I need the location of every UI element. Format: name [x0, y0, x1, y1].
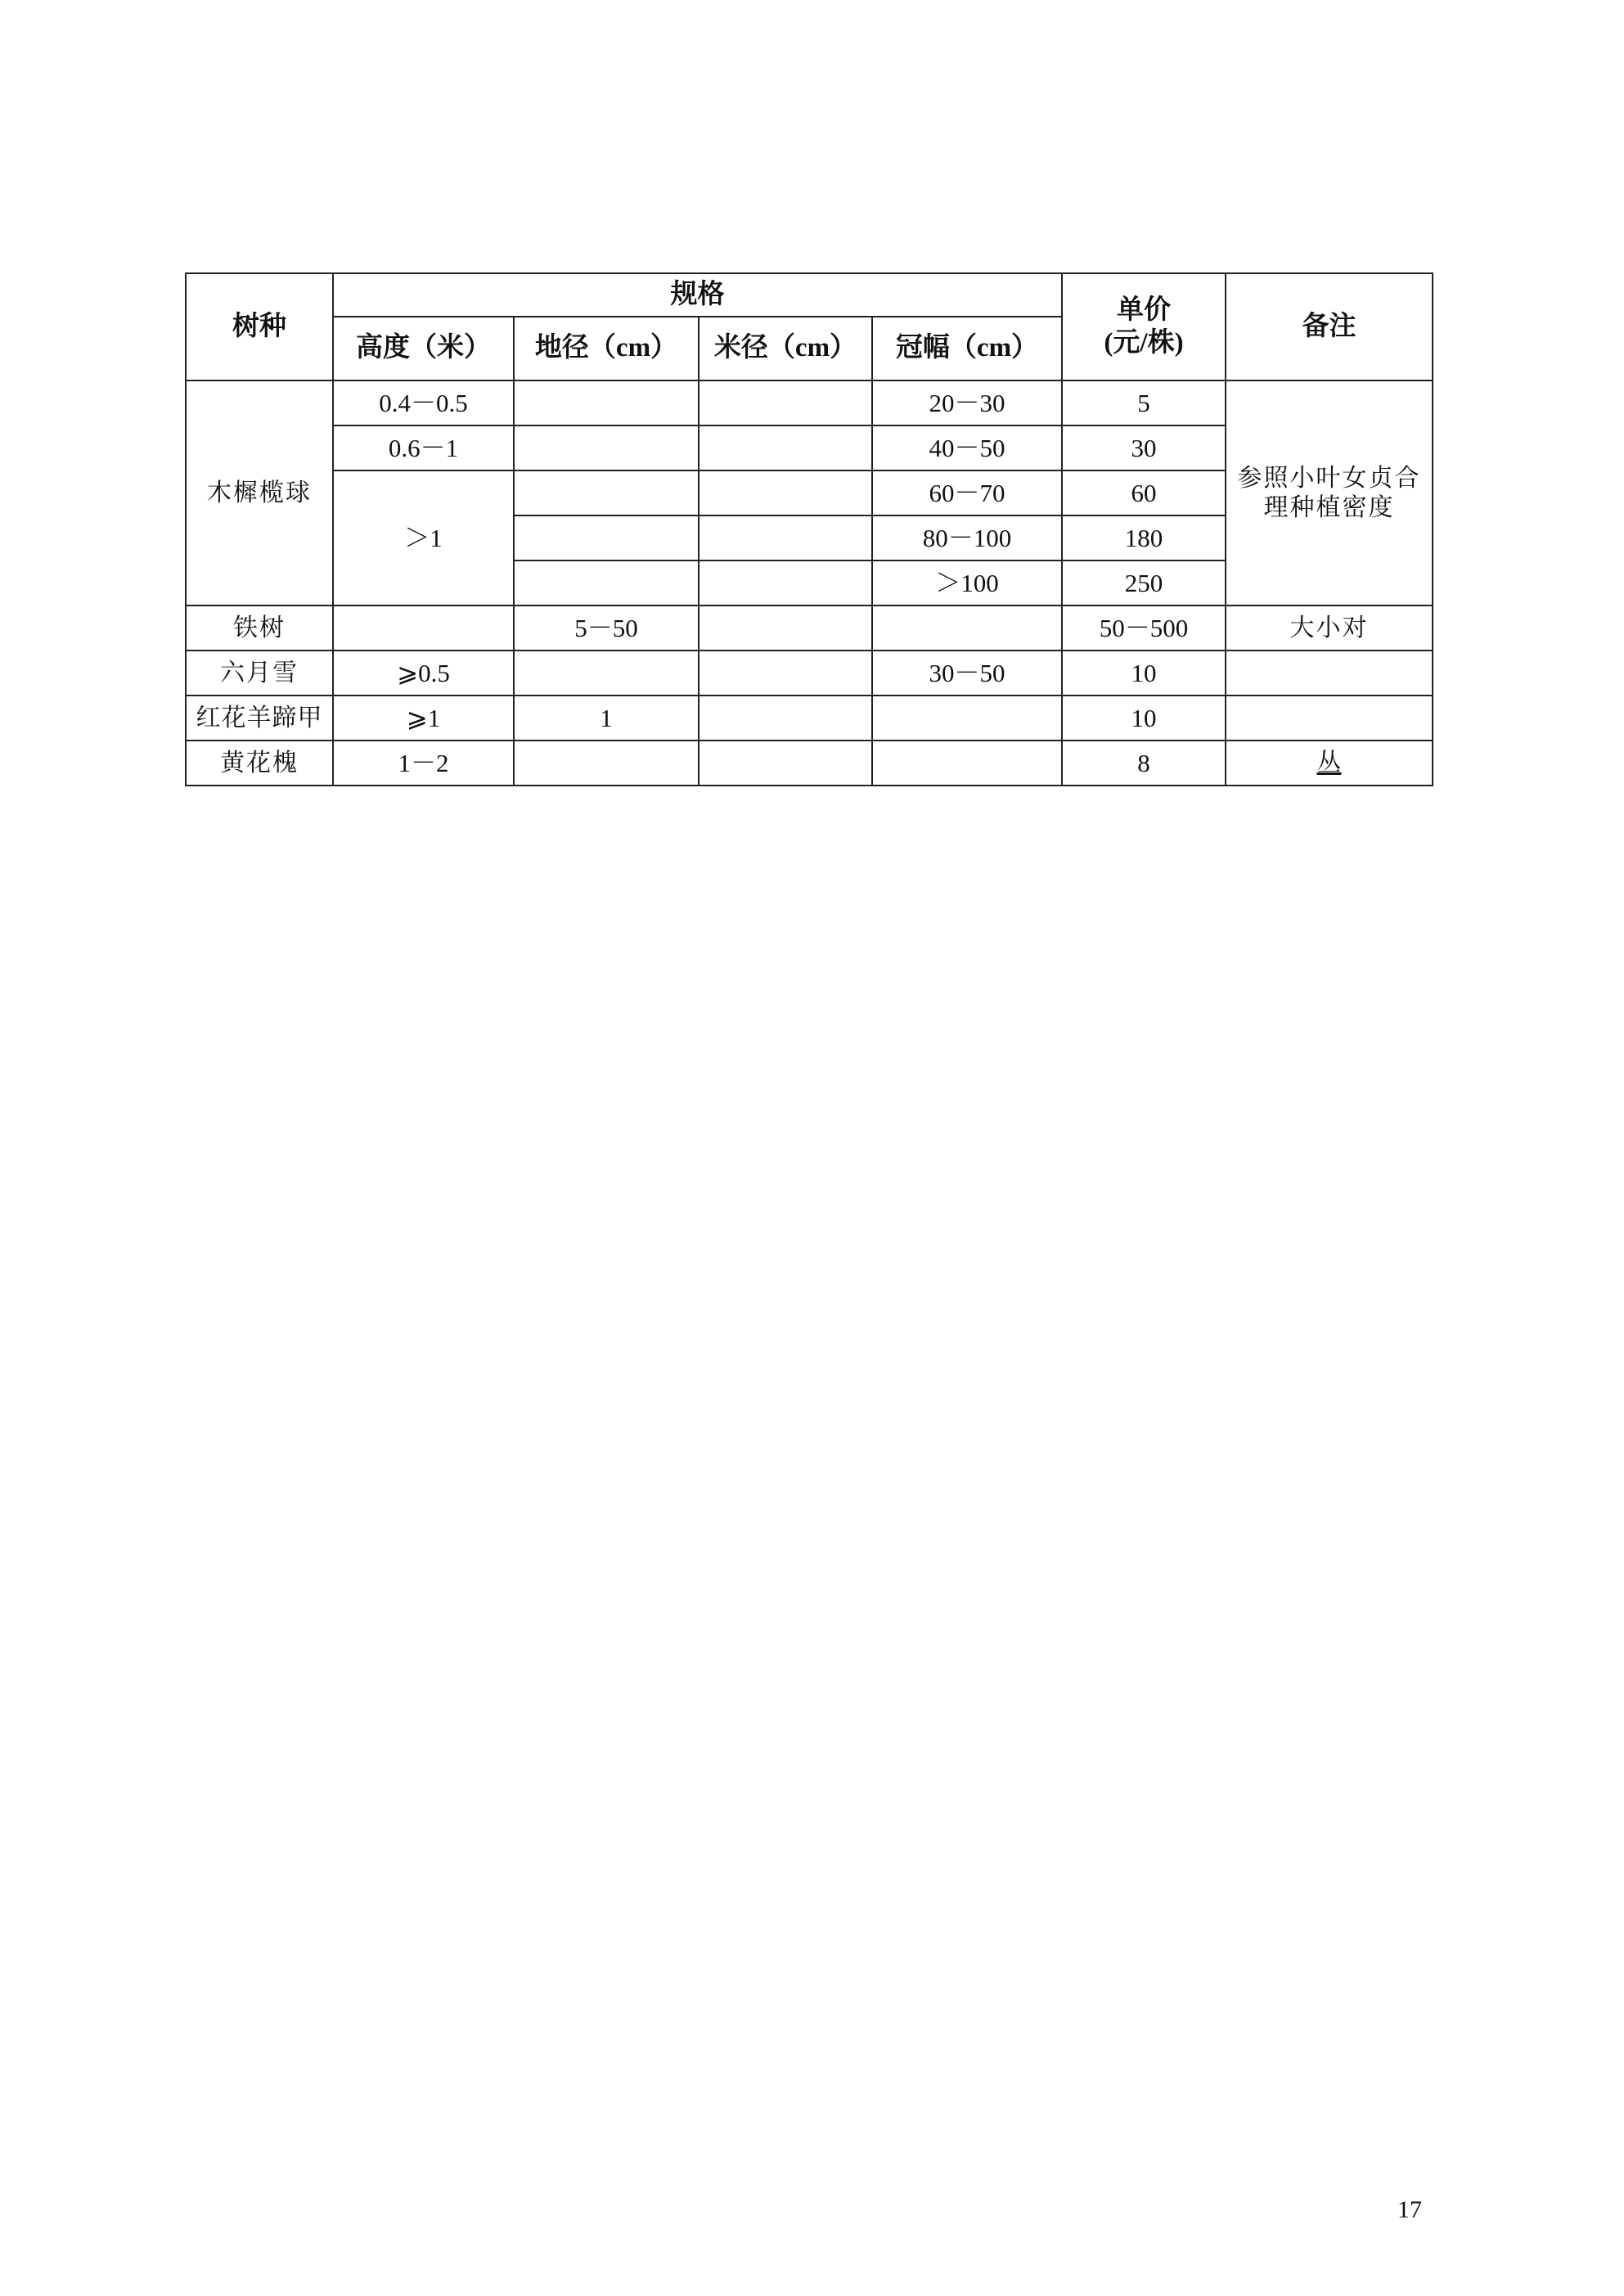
cell-meter-diameter: [699, 606, 872, 651]
cell-crown-width: 30－50: [872, 651, 1062, 696]
cell-ground-diameter: [514, 470, 699, 515]
cell-ground-diameter: [514, 560, 699, 606]
cell-height: ⩾0.5: [333, 651, 514, 696]
cell-meter-diameter: [699, 425, 872, 470]
cell-species: 木樨榄球: [186, 380, 333, 606]
table-row: [186, 380, 1433, 425]
header-unit-price: [1062, 273, 1226, 380]
header-remark: 备注: [1226, 273, 1433, 380]
table-row: [186, 741, 1433, 786]
table-row: [186, 651, 1433, 696]
header-ground-diameter: 地径（cm）: [514, 317, 699, 380]
cell-unit-price: 10: [1062, 696, 1226, 741]
cell-height: [333, 606, 514, 651]
header-crown-width: 冠幅（cm）: [872, 317, 1062, 380]
cell-ground-diameter: [514, 741, 699, 786]
cell-height: ＞1: [333, 470, 514, 606]
cell-crown-width: ＞100: [872, 560, 1062, 606]
cell-unit-price: 10: [1062, 651, 1226, 696]
cell-meter-diameter: [699, 560, 872, 606]
cell-ground-diameter: [514, 515, 699, 560]
header-unit-price-line2: (元/株): [1104, 327, 1184, 358]
cell-meter-diameter: [699, 515, 872, 560]
cell-unit-price: 180: [1062, 515, 1226, 560]
table-row: [186, 606, 1433, 651]
cell-ground-diameter: 1: [514, 696, 699, 741]
cell-species: 铁树: [186, 606, 333, 651]
cell-crown-width: [872, 606, 1062, 651]
cell-remark: [1226, 696, 1433, 741]
cell-height: ⩾1: [333, 696, 514, 741]
cell-ground-diameter: [514, 425, 699, 470]
cell-crown-width: 40－50: [872, 425, 1062, 470]
cell-remark: 丛: [1226, 741, 1433, 786]
header-spec-group: 规格: [333, 273, 1062, 317]
cell-meter-diameter: [699, 651, 872, 696]
cell-unit-price: 30: [1062, 425, 1226, 470]
cell-meter-diameter: [699, 380, 872, 425]
cell-crown-width: 20－30: [872, 380, 1062, 425]
cell-unit-price: 250: [1062, 560, 1226, 606]
cell-remark: 大小对: [1226, 606, 1433, 651]
nursery-price-table: [185, 272, 1433, 786]
page-number: 17: [1397, 2196, 1422, 2223]
header-species: 树种: [186, 273, 333, 380]
cell-unit-price: 5: [1062, 380, 1226, 425]
cell-height: 1－2: [333, 741, 514, 786]
header-height: 高度（米）: [333, 317, 514, 380]
cell-ground-diameter: 5－50: [514, 606, 699, 651]
cell-ground-diameter: [514, 380, 699, 425]
cell-remark: 参照小叶女贞合理种植密度: [1226, 380, 1433, 606]
cell-species: 六月雪: [186, 651, 333, 696]
cell-crown-width: 60－70: [872, 470, 1062, 515]
cell-height: 0.6－1: [333, 425, 514, 470]
cell-unit-price: 50－500: [1062, 606, 1226, 651]
table-row: [186, 696, 1433, 741]
cell-meter-diameter: [699, 696, 872, 741]
cell-crown-width: [872, 741, 1062, 786]
cell-meter-diameter: [699, 470, 872, 515]
cell-height: 0.4－0.5: [333, 380, 514, 425]
header-row-1: [186, 273, 1433, 317]
cell-meter-diameter: [699, 741, 872, 786]
cell-species: 黄花槐: [186, 741, 333, 786]
cell-ground-diameter: [514, 651, 699, 696]
cell-crown-width: 80－100: [872, 515, 1062, 560]
cell-crown-width: [872, 696, 1062, 741]
header-unit-price-line1: 单价: [1117, 295, 1171, 325]
cell-unit-price: 60: [1062, 470, 1226, 515]
cell-remark: [1226, 651, 1433, 696]
cell-unit-price: 8: [1062, 741, 1226, 786]
cell-species: 红花羊蹄甲: [186, 696, 333, 741]
header-meter-diameter: 米径（cm）: [699, 317, 872, 380]
